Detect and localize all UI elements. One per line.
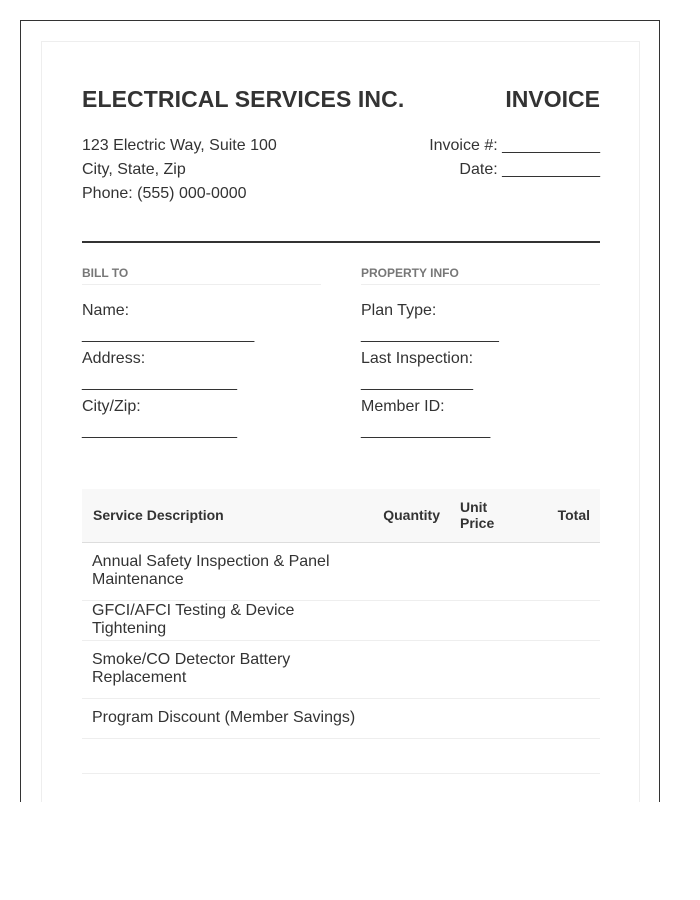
- service-quantity: [372, 542, 450, 600]
- bill-to-name-blank: ____________________: [82, 326, 254, 343]
- property-info-heading: PROPERTY INFO: [361, 266, 600, 285]
- service-total: [510, 640, 600, 698]
- table-row: [82, 600, 600, 640]
- bill-to-address-label: Address:: [82, 350, 146, 367]
- service-unit-price: [450, 698, 510, 738]
- bill-to-name-label: Name:: [82, 302, 130, 319]
- service-quantity: [372, 698, 450, 738]
- column-header-description: Service Description: [82, 489, 372, 542]
- bill-to-heading: BILL TO: [82, 266, 321, 285]
- last-inspection-label: Last Inspection:: [361, 350, 474, 367]
- header-divider: [82, 241, 600, 243]
- column-header-unit-price: [450, 489, 510, 542]
- invoice-number-field: Invoice #: ___________: [429, 137, 600, 154]
- service-quantity: [372, 600, 450, 640]
- invoice-title: INVOICE: [505, 86, 600, 112]
- service-description: Smoke/CO Detector Battery Replacement: [82, 640, 372, 698]
- table-header-row: [82, 489, 600, 542]
- service-unit-price: [450, 640, 510, 698]
- table-row: [82, 698, 600, 738]
- services-table: [82, 489, 600, 739]
- last-inspection-blank: _____________: [361, 374, 473, 391]
- company-name: ELECTRICAL SERVICES INC.: [82, 86, 405, 112]
- service-description: Program Discount (Member Savings): [82, 698, 372, 738]
- service-description: GFCI/AFCI Testing & Device Tightening: [82, 600, 372, 640]
- member-id-blank: _______________: [361, 422, 490, 439]
- service-total: [510, 698, 600, 738]
- bill-to-cityzip-blank: __________________: [82, 422, 237, 439]
- service-description: Annual Safety Inspection & Panel Maintenance: [82, 542, 372, 600]
- footer-divider: [82, 773, 600, 774]
- service-total: [510, 542, 600, 600]
- plan-type-blank: ________________: [361, 326, 499, 343]
- service-unit-price: [450, 600, 510, 640]
- table-row: [82, 640, 600, 698]
- unit-price-line1: Unit: [460, 499, 488, 516]
- company-phone: Phone: (555) 000-0000: [82, 185, 247, 202]
- service-total: [510, 600, 600, 640]
- company-address-line2: City, State, Zip: [82, 161, 186, 178]
- bill-to-address-blank: __________________: [82, 374, 237, 391]
- invoice-date-field: Date: ___________: [459, 161, 600, 178]
- service-quantity: [372, 640, 450, 698]
- column-header-quantity: Quantity: [372, 489, 450, 542]
- plan-type-label: Plan Type:: [361, 302, 437, 319]
- table-row: [82, 542, 600, 600]
- service-unit-price: [450, 542, 510, 600]
- member-id-label: Member ID:: [361, 398, 445, 415]
- column-header-total: Total: [510, 489, 600, 542]
- unit-price-line2: Price: [460, 515, 495, 532]
- bill-to-cityzip-label: City/Zip:: [82, 398, 141, 415]
- company-address-line1: 123 Electric Way, Suite 100: [82, 137, 277, 154]
